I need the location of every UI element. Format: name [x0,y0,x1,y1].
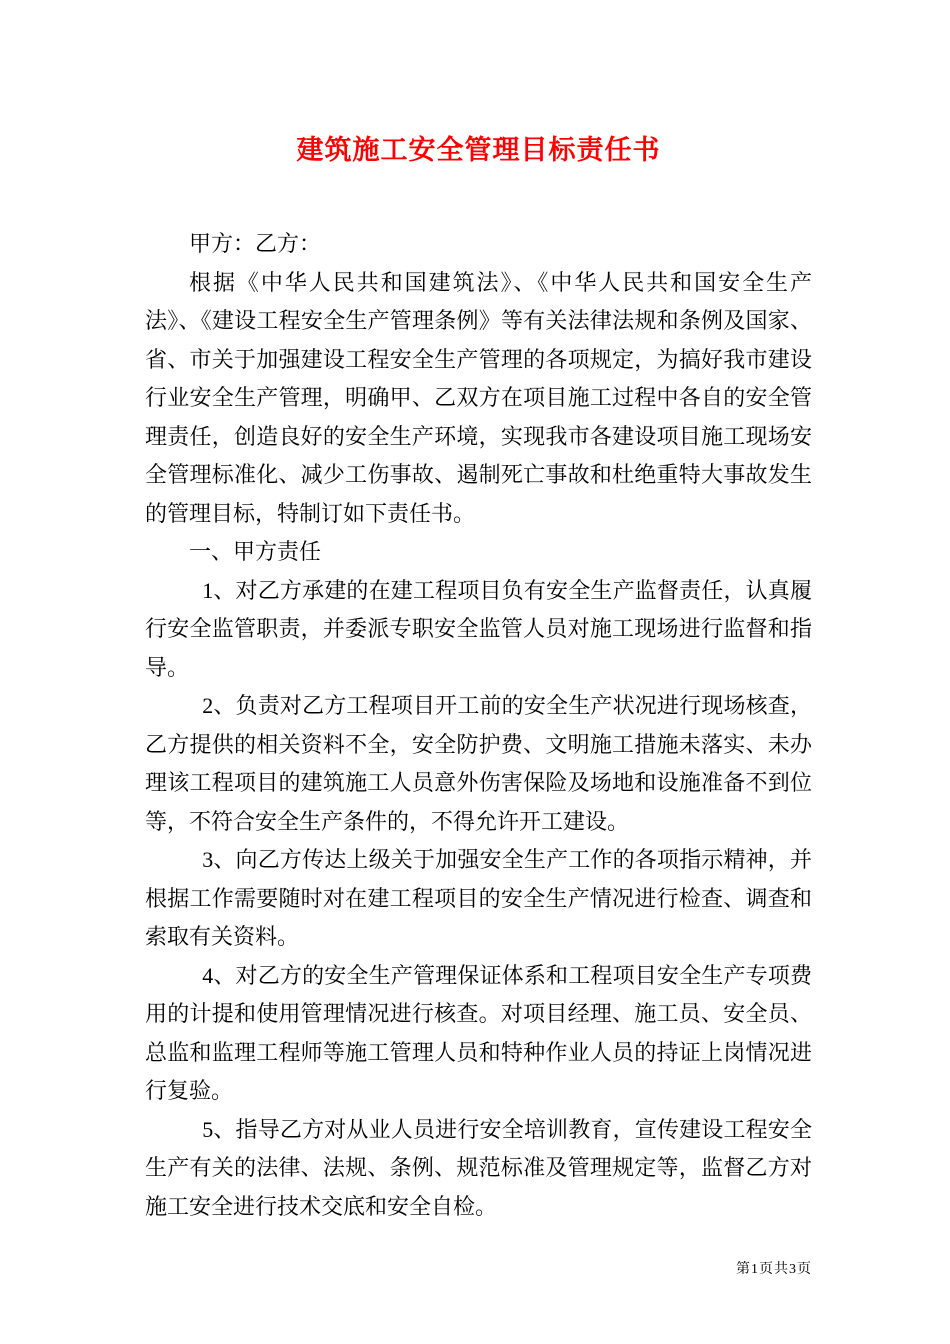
paragraph-item-3: 3、向乙方传达上级关于加强安全生产工作的各项指示精神，并根据工作需要随时对在建工程项目的安全生产情况进行检查、调查和索取有关资料。 [145,847,812,949]
document-body [145,225,812,1226]
document-content [145,128,812,1226]
paragraph-item-2: 2、负责对乙方工程项目开工前的安全生产状况进行现场核查，乙方提供的相关资料不全，安全防护费、文明施工措施未落实、未办理该工程项目的建筑施工人员意外伤害保险及场地和设施准备不到位等，不符合安全生产条件的，不得允许开工建设。 [145,693,812,834]
paragraph-parties: 甲方：乙方： [189,231,322,256]
page-number-footer: 第1页共3页 [736,1262,812,1277]
paragraph-preamble: 根据《中华人民共和国建筑法》、《中华人民共和国安全生产法》、《建设工程安全生产管理条例》等有关法律法规和条例及国家、省、市关于加强建设工程安全生产管理的各项规定，为搞好我市建设行业安全生产管理，明确甲、乙双方在项目施工过程中各自的安全管理责任，创造良好的安全生产环境，实现我市各建设项目施工现场安全管理标准化、减少工伤事故、遏制死亡事故和杜绝重特大事故发生的管理目标，特制订如下责任书。 [145,269,812,526]
paragraph-item-5: 5、指导乙方对从业人员进行安全培训教育，宣传建设工程安全生产有关的法律、法规、条例、规范标准及管理规定等，监督乙方对施工安全进行技术交底和安全自检。 [145,1116,812,1219]
paragraph-item-1: 1、对乙方承建的在建工程项目负有安全生产监督责任，认真履行安全监管职责，并委派专职安全监管人员对施工现场进行监督和指导。 [145,577,812,680]
paragraph-section-one: 一、甲方责任 [189,539,322,564]
document-title: 建筑施工安全管理目标责任书 [296,135,661,165]
paragraph-item-4: 4、对乙方的安全生产管理保证体系和工程项目安全生产专项费用的计提和使用管理情况进行核查。对项目经理、施工员、安全员、总监和监理工程师等施工管理人员和特种作业人员的持证上岗情况进行复验。 [145,962,812,1103]
